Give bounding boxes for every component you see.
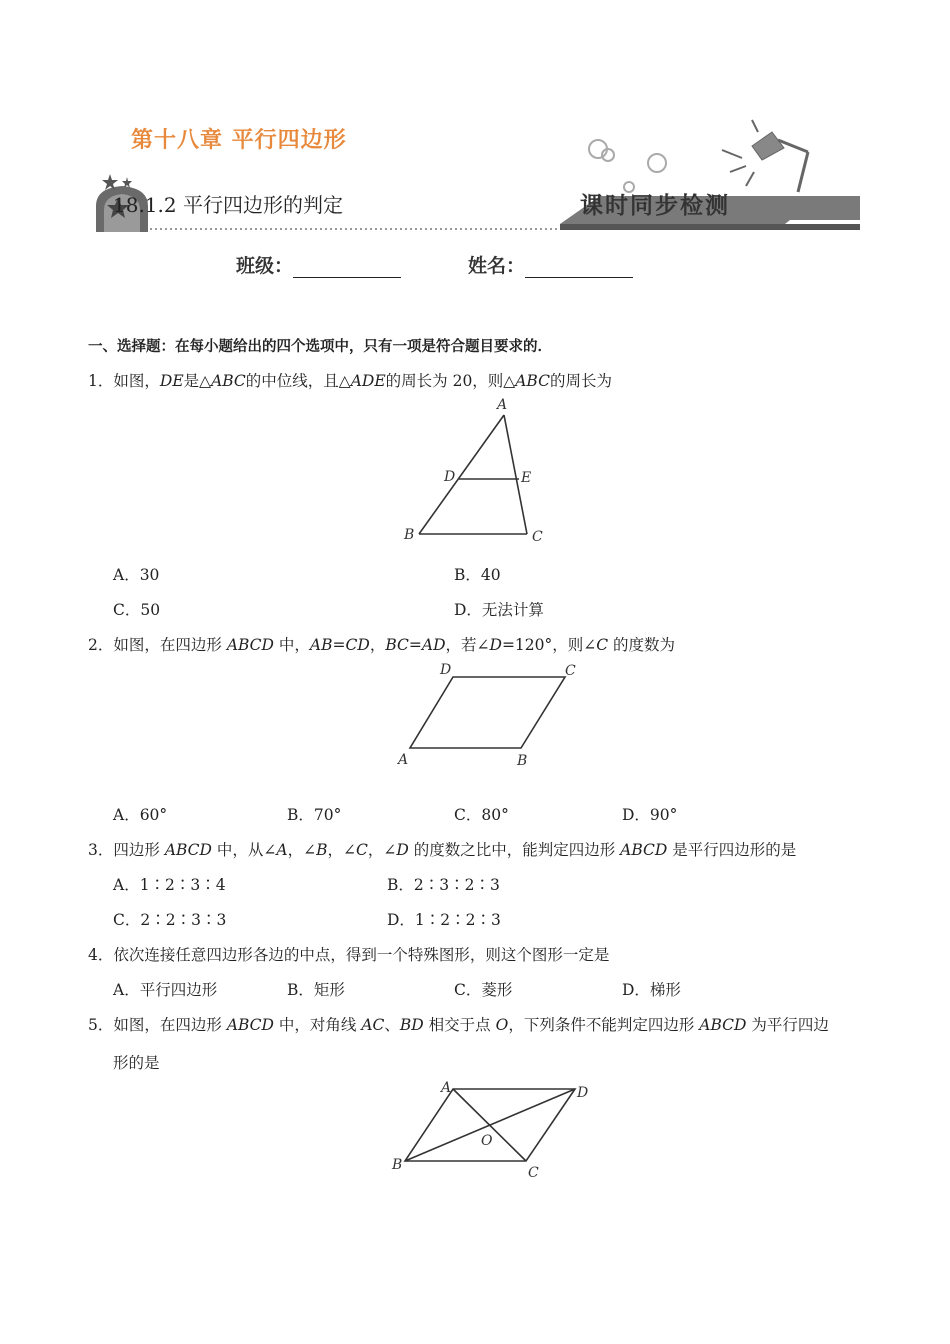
q-text: ， (369, 636, 386, 654)
question-5-line2: 形的是 (113, 1054, 160, 1072)
chapter-title: 第十八章 平行四边形 (131, 128, 347, 153)
point-a-label: A (441, 1080, 452, 1096)
q-text: 如图，在四边形 (113, 1016, 227, 1034)
q-text: ，∠ (287, 841, 317, 859)
question-4 (88, 943, 609, 965)
q-text: ，若∠ (445, 636, 490, 654)
q-math: AB (309, 636, 333, 654)
question-5 (88, 1013, 829, 1035)
q-text: 的周长为 (549, 372, 612, 390)
section-title: 18.1.2 平行四边形的判定 (113, 193, 343, 217)
q-math: DE (159, 372, 184, 390)
q-math: ADE (350, 372, 386, 390)
q-math: BD (399, 1016, 424, 1034)
q-text: =120°，则∠ (501, 636, 597, 654)
q-text: 的度数为 (608, 636, 676, 654)
q-text: 四边形 (113, 841, 165, 859)
figure-triangle (395, 395, 555, 550)
q-math: CD (345, 636, 370, 654)
q-text: 为平行四边 (746, 1016, 829, 1034)
bubble-icon (589, 140, 607, 158)
q-math: AC (361, 1016, 385, 1034)
q3-option-a[interactable]: A．1∶2∶3∶4 (113, 876, 226, 894)
point-b-label: B (517, 753, 528, 769)
q-text: 是平行四边形的是 (667, 841, 797, 859)
point-c-label: C (565, 663, 576, 679)
q-math: B (316, 841, 328, 859)
point-c-label: C (532, 529, 543, 545)
q-text: 相交于点 (423, 1016, 496, 1034)
point-e-label: E (521, 470, 532, 486)
question-3 (88, 838, 796, 860)
q-math: A (276, 841, 288, 859)
q3-option-c[interactable]: C．2∶2∶3∶3 (113, 911, 227, 929)
q-text: 、 (384, 1016, 400, 1034)
q-text: 中，对角线 (273, 1016, 362, 1034)
point-d-label: D (440, 662, 452, 678)
q-text: 中，从∠ (211, 841, 277, 859)
class-blank[interactable] (293, 259, 401, 278)
q4-option-c[interactable]: C．菱形 (454, 981, 513, 999)
name-label: 姓名： (468, 255, 526, 277)
q2-option-c[interactable]: C．80° (454, 806, 509, 824)
q1-option-d[interactable]: D．无法计算 (454, 601, 544, 619)
badge-text: 课时同步检测 (580, 192, 730, 219)
q-math: C (356, 841, 368, 859)
q4-option-b[interactable]: B．矩形 (287, 981, 345, 999)
section-heading: 一、选择题：在每小题给出的四个选项中，只有一项是符合题目要求的． (88, 339, 552, 355)
q-math: ABCD (226, 1016, 274, 1034)
q2-option-a[interactable]: A．60° (113, 806, 168, 824)
q4-option-a[interactable]: A．平行四边形 (113, 981, 218, 999)
q-math: ABCD (620, 841, 668, 859)
q-text: ，∠ (327, 841, 356, 859)
q1-option-b[interactable]: B．40 (454, 566, 501, 584)
point-b-label: B (404, 527, 415, 543)
point-c-label: C (528, 1165, 539, 1181)
q-math: O (495, 1016, 509, 1034)
q-text: 如图，在四边形 (113, 636, 227, 654)
q-math: ABC (515, 372, 550, 390)
q-text: 依次连接任意四边形各边的中点，得到一个特殊图形，则这个图形一定是 (113, 946, 610, 964)
q-math: AD (421, 636, 446, 654)
q-text: 的度数之比中，能判定四边形 (408, 841, 621, 859)
q-text: 的中位线，且△ (245, 372, 351, 390)
diagonal-bd (405, 1089, 575, 1161)
q2-option-d[interactable]: D．90° (622, 806, 678, 824)
q-math: ABC (211, 372, 246, 390)
q-math: C (596, 636, 609, 654)
q1-option-c[interactable]: C．50 (113, 601, 161, 619)
point-d-label: D (577, 1085, 589, 1101)
figure-parallelogram-q5 (385, 1075, 600, 1185)
q1-option-a[interactable]: A．30 (113, 566, 160, 584)
q-text: 如图， (113, 372, 160, 390)
q-text: ，下列条件不能判定四边形 (508, 1016, 700, 1034)
bubble-icon (648, 154, 666, 172)
q2-option-b[interactable]: B．70° (287, 806, 342, 824)
figure-parallelogram-q2 (390, 655, 590, 775)
question-2 (88, 633, 675, 655)
point-a-label: A (497, 397, 508, 413)
q3-option-b[interactable]: B．2∶3∶2∶3 (387, 876, 500, 894)
q3-option-d[interactable]: D．1∶2∶2∶3 (387, 911, 501, 929)
side-ab (419, 415, 504, 534)
class-label: 班级： (236, 255, 294, 277)
question-number: 3． (88, 841, 114, 859)
question-1 (88, 369, 612, 391)
q-math: ABCD (699, 1016, 747, 1034)
q-text: = (332, 636, 346, 654)
header-bar-base (560, 224, 860, 230)
q-math: ABCD (226, 636, 274, 654)
q-math: BC (385, 636, 409, 654)
q-math: D (396, 841, 409, 859)
q-math: ABCD (164, 841, 212, 859)
point-o-label: O (481, 1133, 493, 1149)
q-text: 是△ (183, 372, 212, 390)
name-blank[interactable] (525, 259, 633, 278)
q-text: = (408, 636, 422, 654)
question-number: 2． (88, 636, 114, 654)
point-d-label: D (444, 469, 456, 485)
q-text: 中， (273, 636, 310, 654)
class-field (236, 251, 401, 278)
question-number: 1． (88, 372, 114, 390)
q4-option-d[interactable]: D．梯形 (622, 981, 681, 999)
q-math: D (489, 636, 502, 654)
question-number: 5． (88, 1016, 114, 1034)
lamp-icon (722, 120, 808, 192)
point-a-label: A (398, 752, 409, 768)
q-text: 的周长为 20，则△ (385, 372, 516, 390)
q-text: ，∠ (367, 841, 397, 859)
name-field (468, 251, 633, 278)
point-b-label: B (392, 1157, 403, 1173)
question-number: 4． (88, 946, 114, 964)
parallelogram-abcd (410, 677, 565, 748)
